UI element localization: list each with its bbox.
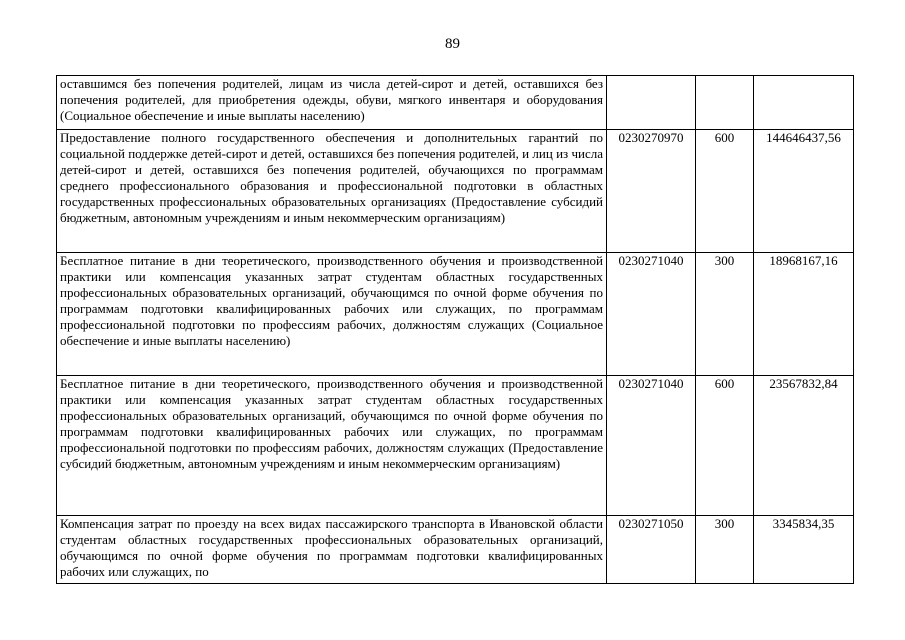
row-amount: 3345834,35 bbox=[754, 516, 854, 584]
row-target-code: 0230271050 bbox=[607, 516, 696, 584]
row-expense-type bbox=[696, 76, 754, 130]
table-row bbox=[57, 516, 854, 584]
table-row bbox=[57, 76, 854, 130]
table-row bbox=[57, 253, 854, 376]
row-expense-type: 600 bbox=[696, 130, 754, 253]
row-description: Компенсация затрат по проезду на всех видах пассажирского транспорта в Ивановской области студентам областных государственных профессиональных образовательных организаций, обучающимся по очной форме обучения по программам подготовки квалифицированных рабочих или служащих, по bbox=[57, 516, 607, 584]
row-amount: 23567832,84 bbox=[754, 376, 854, 516]
row-expense-type: 300 bbox=[696, 253, 754, 376]
table-row bbox=[57, 376, 854, 516]
row-target-code: 0230270970 bbox=[607, 130, 696, 253]
row-amount: 18968167,16 bbox=[754, 253, 854, 376]
page-number: 89 bbox=[445, 36, 460, 52]
row-amount: 144646437,56 bbox=[754, 130, 854, 253]
row-target-code bbox=[607, 76, 696, 130]
row-description: Предоставление полного государственного обеспечения и дополнительных гарантий по социальной поддержке детей-сирот и детей, оставшихся без попечения родителей, и лиц из числа детей-сирот и детей, оставшихся без попечения родителей, обучающихся по программам среднего профессионального образования и профессиональной подготовки в областных государственных профессиональных образовательных организациях (Предоставление субсидий бюджетным, автономным учреждениям и иным некоммерческим организациям) bbox=[57, 130, 607, 253]
row-description: оставшимся без попечения родителей, лицам из числа детей-сирот и детей, оставшихся без попечения родителей, для приобретения одежды, обуви, мягкого инвентаря и оборудования (Социальное обеспечение и иные выплаты населению) bbox=[57, 76, 607, 130]
row-description: Бесплатное питание в дни теоретического, производственного обучения и производственной практики или компенсация указанных затрат студентам областных государственных профессиональных образовательных организаций, обучающимся по очной форме обучения по программам подготовки квалифицированных рабочих или служащих, по программам профессиональной подготовки по профессиям рабочих, должностям служащих (Предоставление субсидий бюджетным, автономным учреждениям и иным некоммерческим организациям) bbox=[57, 376, 607, 516]
row-expense-type: 600 bbox=[696, 376, 754, 516]
row-description: Бесплатное питание в дни теоретического, производственного обучения и производственной практики или компенсация указанных затрат студентам областных государственных профессиональных образовательных организаций, обучающимся по очной форме обучения по программам подготовки квалифицированных рабочих или служащих, по программам профессиональной подготовки по профессиям рабочих, должностям служащих (Социальное обеспечение и иные выплаты населению) bbox=[57, 253, 607, 376]
row-target-code: 0230271040 bbox=[607, 376, 696, 516]
row-expense-type: 300 bbox=[696, 516, 754, 584]
budget-table bbox=[56, 75, 854, 584]
row-amount bbox=[754, 76, 854, 130]
row-target-code: 0230271040 bbox=[607, 253, 696, 376]
table-row bbox=[57, 130, 854, 253]
